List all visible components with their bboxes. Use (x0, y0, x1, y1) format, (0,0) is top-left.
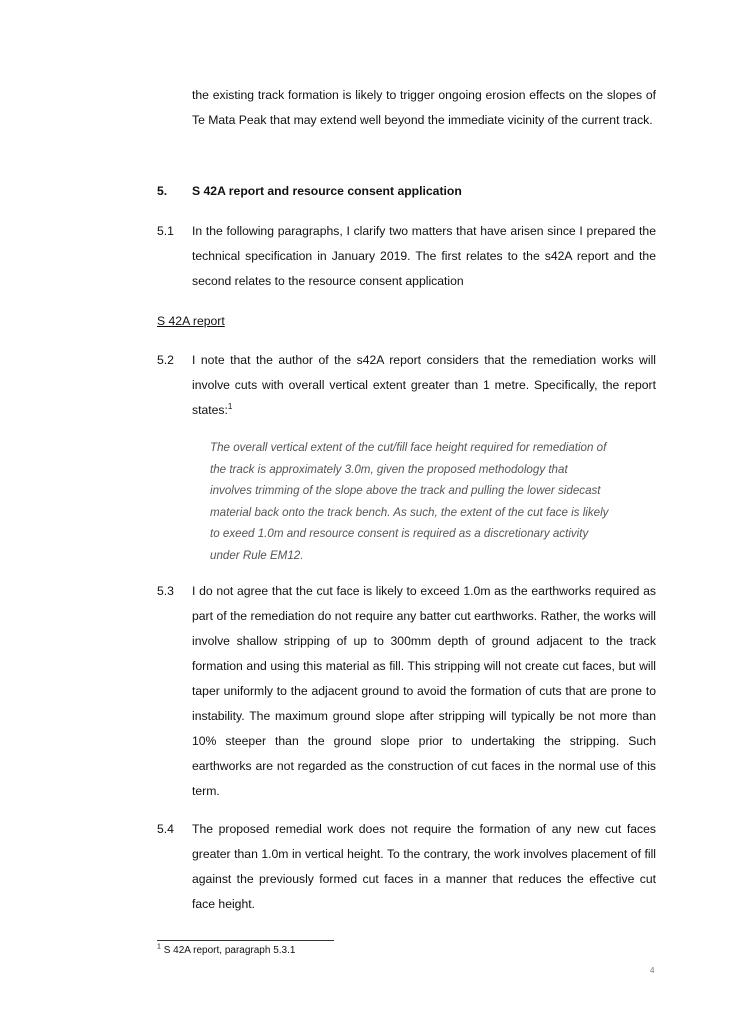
paragraph-5-2-text: I note that the author of the s42A report considers that the remediation works will involve cuts with overall vertical extent greater than 1 metre. Specifically, the report states: (192, 353, 656, 417)
paragraph-5-3: I do not agree that the cut face is likely to exceed 1.0m as the earthworks required as part of the remediation do not require any batter cut earthworks. Rather, the works will involve shallow stripping of up to 300mm depth of ground adjacent to the track formation and using this material as fill. This stripping will not create cut faces, but will taper uniformly to the adjacent ground to avoid the formation of cuts that are prone to instability. The maximum ground slope after stripping will typically be not more than 10% steeper than the ground slope prior to undertaking the stripping. Such earthworks are not regarded as the construction of cut faces in the normal use of this term. (192, 584, 656, 798)
paragraph-number-5-3: 5.3 (157, 584, 174, 598)
page-number: 4 (650, 966, 655, 975)
footnote-separator (157, 940, 334, 941)
paragraph-number-5-4: 5.4 (157, 822, 174, 836)
subheading-s42a-report: S 42A report (157, 314, 225, 328)
paragraph-5-4: The proposed remedial work does not require the formation of any new cut faces greater than 1.0m in vertical height. To the contrary, the work involves placement of fill against the previously formed cut faces in a manner that reduces the effective cut face height. (192, 822, 656, 911)
block-quote: The overall vertical extent of the cut/fill face height required for remediation of the track is approximately 3.0m, given the proposed methodology that involves trimming of the slope above the track and pulling the lower sidecast material back onto the track bench. As such, the extent of the cut face is likely to exeed 1.0m and resource consent is required as a discretionary activity under Rule EM12. (210, 441, 609, 562)
intro-paragraph: the existing track formation is likely to trigger ongoing erosion effects on the slopes of Te Mata Peak that may extend well beyond the immediate vicinity of the current track. (192, 88, 656, 127)
footnote-reference[interactable]: 1 (227, 401, 233, 411)
paragraph-number-5-2: 5.2 (157, 353, 174, 367)
footnote-text: S 42A report, paragraph 5.3.1 (163, 945, 296, 956)
section-heading (157, 181, 462, 201)
paragraph-5-2 (192, 348, 656, 423)
paragraph-number-5-1: 5.1 (157, 224, 174, 238)
section-title: S 42A report and resource consent application (192, 184, 462, 198)
footnote (157, 944, 295, 958)
section-number: 5. (157, 184, 168, 198)
paragraph-5-1: In the following paragraphs, I clarify two matters that have arisen since I prepared the technical specification in January 2019. The first relates to the s42A report and the second relates to the resource consent application (192, 224, 656, 288)
footnote-marker: 1 (157, 943, 161, 951)
